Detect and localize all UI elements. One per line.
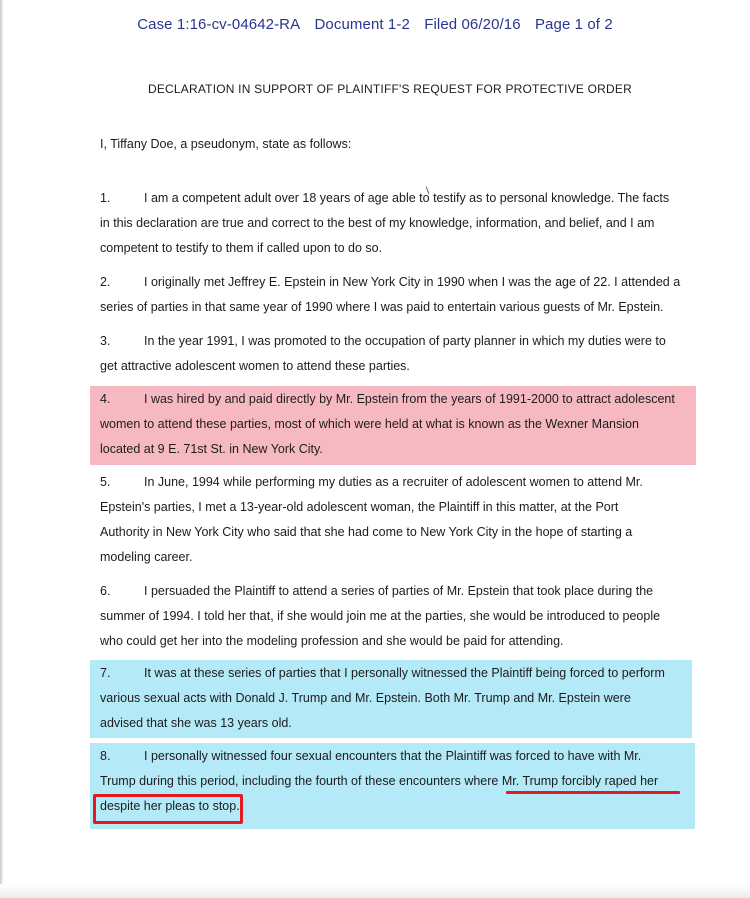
paragraph-1 — [100, 186, 700, 261]
paragraph-line — [100, 387, 696, 412]
paragraph-4-highlight — [90, 386, 696, 465]
case-header — [0, 16, 750, 33]
paragraph-number: 3. — [100, 334, 111, 348]
page-bottom-shadow — [0, 884, 750, 898]
paragraph-line: who could get her into the modeling profession and she would be paid for attending. — [100, 634, 564, 648]
paragraph-number: 4. — [100, 392, 111, 406]
filed-date: Filed 06/20/16 — [424, 16, 521, 33]
paragraph-6 — [100, 579, 700, 654]
paragraph-line: competent to testify to them if called upon to do so. — [100, 241, 383, 255]
paragraph-line — [100, 270, 700, 295]
paragraph-2 — [100, 270, 700, 320]
document-title: DECLARATION IN SUPPORT OF PLAINTIFF'S REQUEST FOR PROTECTIVE ORDER — [147, 82, 632, 96]
paragraph-line — [100, 470, 700, 495]
paragraph-line: in this declaration are true and correct to the best of my knowledge, information, and belief, and I am — [100, 216, 655, 230]
paragraph-line: advised that she was 13 years old. — [100, 716, 292, 730]
paragraph-line — [100, 579, 700, 604]
case-number: Case 1:16-cv-04642-RA — [137, 16, 301, 33]
paragraph-line: various sexual acts with Donald J. Trump and Mr. Epstein. Both Mr. Trump and Mr. Epstein were — [100, 691, 631, 705]
paragraph-line: series of parties in that same year of 1990 where I was paid to entertain various guests of Mr. Epstein. — [100, 300, 664, 314]
paragraph-line — [100, 744, 695, 769]
paragraph-line: Epstein's parties, I met a 13-year-old adolescent woman, the Plaintiff in this matter, at the Port — [100, 500, 619, 514]
intro-statement: I, Tiffany Doe, a pseudonym, state as follows: — [100, 137, 352, 151]
paragraph-line: modeling career. — [100, 550, 193, 564]
page-indicator: Page 1 of 2 — [534, 16, 613, 33]
line-text: I personally witnessed four sexual encounters that the Plaintiff was forced to have with Mr. — [144, 749, 642, 763]
line-text: It was at these series of parties that I personally witnessed the Plaintiff being forced to perform — [144, 666, 665, 680]
line-text: In June, 1994 while performing my duties as a recruiter of adolescent women to attend Mr. — [144, 475, 643, 489]
paragraph-number: 1. — [100, 191, 111, 205]
paragraph-line: despite her pleas to stop. — [100, 799, 240, 813]
paragraph-line: Authority in New York City who said that she had come to New York City in the hope of starting a — [100, 525, 633, 539]
paragraph-line: summer of 1994. I told her that, if she would join me at the parties, she would be introduced to people — [100, 609, 661, 623]
paragraph-5 — [100, 470, 700, 570]
line-text: I was hired by and paid directly by Mr. Epstein from the years of 1991-2000 to attract adolescent — [144, 392, 675, 406]
page-left-shadow — [0, 0, 3, 898]
paragraph-number: 8. — [100, 749, 111, 763]
red-underline-annotation — [506, 791, 680, 794]
red-box-annotation — [93, 794, 243, 824]
document-number: Document 1-2 — [314, 16, 410, 33]
paragraph-number: 7. — [100, 666, 111, 680]
paragraph-3 — [100, 329, 700, 379]
paragraph-number: 5. — [100, 475, 111, 489]
paragraph-7-highlight — [90, 660, 692, 738]
paragraph-number: 6. — [100, 584, 111, 598]
paragraph-line: women to attend these parties, most of which were held at what is known as the Wexner Mansion — [100, 417, 639, 431]
line-text: I am a competent adult over 18 years of age able to testify as to personal knowledge. The facts — [144, 191, 670, 205]
paragraph-number: 2. — [100, 275, 111, 289]
paragraph-line: Trump during this period, including the fourth of these encounters where Mr. Trump forcibly raped her — [100, 774, 659, 788]
line-text: I persuaded the Plaintiff to attend a series of parties of Mr. Epstein that took place during the — [144, 584, 654, 598]
paragraph-line — [100, 186, 700, 211]
paragraph-line: get attractive adolescent women to attend these parties. — [100, 359, 410, 373]
paragraph-line: located at 9 E. 71st St. in New York City. — [100, 442, 323, 456]
paragraph-line — [100, 661, 692, 686]
line-text: I originally met Jeffrey E. Epstein in New York City in 1990 when I was the age of 22. I attended a — [144, 275, 681, 289]
paragraph-line — [100, 329, 700, 354]
line-text: In the year 1991, I was promoted to the occupation of party planner in which my duties were to — [144, 334, 666, 348]
